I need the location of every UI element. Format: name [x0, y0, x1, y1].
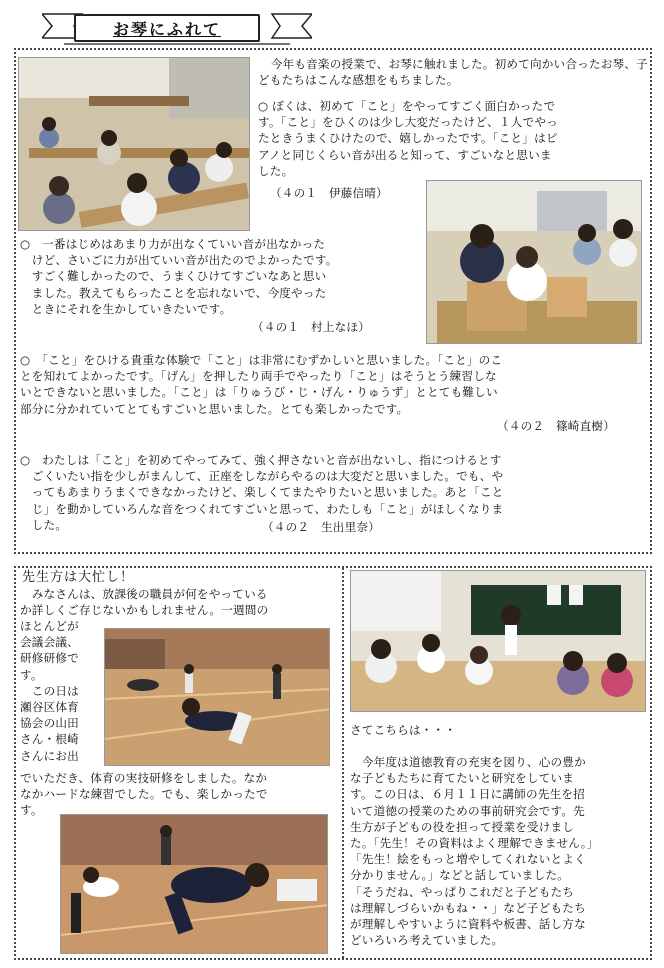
moral-line: は理解しづらいかもね・・」など子どもたち [350, 900, 586, 915]
moral-line: いて道徳の授業のための事前研究会です。先 [350, 803, 585, 818]
entry-line: ってもあまりうまくできなかったけど、楽しくてまたやりたいと思いました。あと「こと [20, 485, 504, 500]
teachers-line: ほとんどが [20, 619, 79, 633]
teachers-line: す。 [20, 667, 43, 682]
entry-line: けど、さいごに力が出ていい音が出たのでよかったです。 [20, 253, 338, 268]
teachers-text-bottom [20, 770, 342, 819]
teachers-line: みなさんは、放課後の職員が何をやっている [20, 587, 268, 601]
gym-training-photo-1 [104, 628, 330, 766]
entry-line: とを知れてよかったです。「げん」を押したり両手でやったり「こと」はそうとう練習しな [20, 369, 497, 384]
teachers-heading: 先生方は大忙し！ [22, 570, 135, 585]
teachers-text-left [20, 618, 102, 764]
koto-class-photo [18, 57, 250, 231]
entry-line: じ」を動かしていろんな音をつくれてすごいと思って、わたしも「こと」がほしくなりま [20, 501, 504, 516]
teachers-line: なかハードな練習でした。でも、楽しかったで [20, 787, 268, 802]
moral-text [350, 754, 646, 948]
teachers-line: 協会の山田 [20, 716, 79, 731]
koto-students-photo [426, 180, 642, 344]
entry-line: すごく難しかったので、うまくひけてすごいなあと思い [20, 269, 327, 284]
teachers-line: でいただき、体育の実技研修をしました。なか [20, 771, 268, 785]
moral-line: 生方が子どもの役を担って授業を受けまし [350, 819, 575, 834]
teachers-line: さん・根崎 [20, 732, 79, 747]
teachers-text-top [20, 586, 342, 618]
entry-line: ○ わたしは「こと」を初めてやってみて、強く押さないと音が出ないし、指につけるとす [20, 453, 502, 467]
koto-entry-3 [20, 352, 650, 417]
koto-entry-1-author: （４の１ 伊藤信晴） [270, 186, 388, 200]
moral-line: た。｢先生！その資料はよく理解できません。｣ [350, 836, 593, 851]
moral-lead: さてこちらは・・・ [350, 723, 457, 737]
classroom-study-photo [350, 570, 646, 712]
moral-line: 今年度は道徳教育の充実を図り、心の豊か [350, 755, 586, 769]
koto-intro: 今年も音楽の授業で、お琴に触れました。初めて向かい合ったお琴、子どもたちはこんな感想をもちました。 [258, 57, 648, 88]
entry-line: す。「こと」をひくのは少し大変だったけど、１人でやっ [258, 115, 558, 130]
moral-line: な子どもたちに育てたいと研究をしていま [350, 771, 575, 786]
entry-line: アノと同じくらい音が出ると知って、すごいなと思いま [258, 147, 552, 162]
moral-line: が理解しやすいように資料や板書、話し方な [350, 917, 586, 932]
entry-line: ○ 一番はじめはあまり力が出なくていい音が出なかった [20, 237, 326, 251]
entry-line: ○ ぼくは、初めて「こと」をやってすごく面白かったで [258, 99, 556, 113]
moral-line: 分かりません。」などと話していました。 [350, 868, 569, 883]
moral-line: どいろいろ考えていました。 [350, 933, 504, 948]
gym-training-photo-2 [60, 814, 328, 954]
koto-entry-4-author: （４の２ 生出里奈） [262, 520, 380, 534]
teachers-line: 会議会議、 [20, 635, 79, 650]
entry-line: ときにそれを生かしていきたいです。 [20, 301, 232, 316]
banner-title: お琴にふれて [74, 14, 260, 42]
teachers-line: 瀬谷区体育 [20, 700, 79, 715]
entry-line: いとできないと思いました。「こと」は「りゅうび・じ・げん・りゅうず」ととても難しい [20, 385, 498, 400]
entry-line: ました。教えてもらったことを忘れないで、今度やった [20, 285, 327, 300]
moral-line: 「先生！絵をもっと増やしてくれないとよく [350, 852, 586, 867]
entry-line: 部分に分かれていてとてもすごいと思いました。とても楽しかったです。 [20, 401, 409, 416]
moral-line: 「そうだね、やっぱりこれだと子どもたち [350, 884, 575, 899]
column-divider [342, 568, 344, 958]
entry-line: した。 [258, 163, 294, 178]
entry-line: ごくいたい指を少しがまんして、正座をしながらやるのは大変だと思いました。でも、や [20, 469, 504, 484]
teachers-line: か詳しくご存じないかもしれません。一週間の [20, 603, 269, 618]
teachers-line: この日は [20, 683, 79, 698]
teachers-line: 研修研修で [20, 651, 79, 666]
teachers-line: す。 [20, 803, 43, 818]
entry-line: した。 [20, 517, 68, 532]
moral-line: す。この日は、６月１１日に講師の先生を招 [350, 787, 585, 802]
koto-entry-2 [20, 236, 420, 317]
entry-line: たときうまくひけたので、嬉しかったです。「こと」はピ [258, 131, 558, 146]
entry-line: ○ 「こと」をひける貴重な体験で「こと」は非常にむずかしいと思いました。「こと」のこ [20, 353, 503, 367]
teachers-line: さんにお出 [20, 748, 79, 763]
koto-entry-2-author: （４の１ 村上なほ） [252, 320, 370, 334]
koto-entry-3-author: （４の２ 篠崎直樹） [497, 419, 615, 433]
koto-entry-1 [258, 98, 648, 179]
